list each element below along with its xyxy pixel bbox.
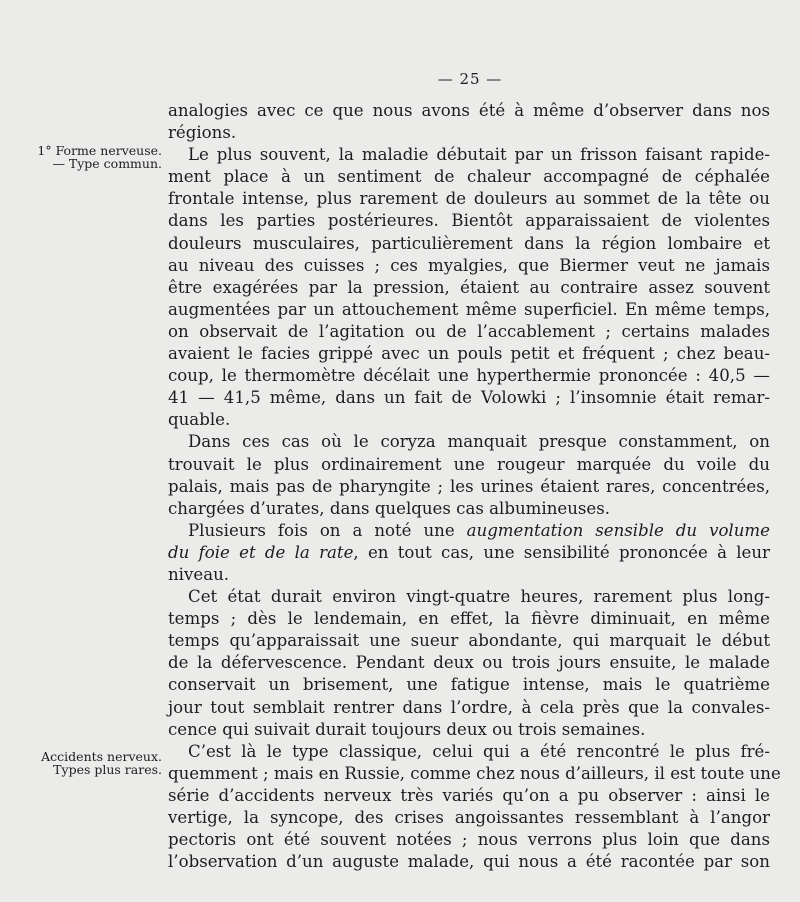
text-line: temps ; dès le lendemain, en effet, la fièvre diminuait, en même (168, 609, 770, 629)
text-line: on observait de l’agitation ou de l’accablement ; certains malades (168, 321, 770, 341)
italic-text-run: du foie et de la rate (168, 542, 354, 562)
text-line: frontale intense, plus rarement de douleurs au sommet de la tête ou (168, 189, 770, 209)
margin-note-line: Types plus rares. (53, 762, 162, 777)
text-line: augmentées par un attouchement même superficiel. En même temps, (168, 299, 770, 319)
margin-note-line: 1° Forme nerveuse. (37, 143, 162, 158)
text-line: quable. (168, 410, 231, 430)
text-line: analogies avec ce que nous avons été à même d’observer dans nos (168, 101, 770, 120)
margin-note-accidents-nerveux (4, 750, 162, 776)
text-line: série d’accidents nerveux très variés qu’on a pu observer : ainsi le (168, 785, 770, 805)
text-line: coup, le thermomètre décélait une hyperthermie prononcée : 40,5 — (168, 366, 770, 386)
text-line: C’est là le type classique, celui qui a été rencontré le plus fré- (188, 741, 770, 761)
text-line: douleurs musculaires, particulièrement dans la région lombaire et (168, 233, 770, 253)
text-line: Le plus souvent, la maladie débutait par un frisson faisant rapide- (188, 145, 770, 165)
text-run: , en tout cas, une sensibilité prononcée à leur (353, 542, 770, 562)
margin-note-forme-nerveuse (4, 144, 162, 170)
paragraph-type-commun (168, 144, 770, 431)
text-line: cence qui suivait durait toujours deux ou trois semaines. (168, 719, 646, 739)
text-line: trouvait le plus ordinairement une rougeur marquée du voile du (168, 454, 770, 474)
paragraph-coryza (168, 431, 770, 519)
paragraph-duree (168, 586, 770, 741)
text-line: Cet état durait environ vingt-quatre heures, rarement plus long- (188, 587, 770, 607)
page-number: — 25 — (437, 70, 503, 88)
text-line: Dans ces cas où le coryza manquait presque constamment, on (188, 432, 770, 452)
paragraph-continuation (168, 100, 770, 144)
text-line: palais, mais pas de pharyngite ; les urines étaient rares, concentrées, (168, 476, 770, 496)
text-line: pectoris ont été souvent notées ; nous verrons plus loin que dans (168, 830, 770, 850)
paragraph-accidents (168, 741, 781, 874)
margin-note-line: Accidents nerveux. (41, 749, 162, 764)
text-line: de la défervescence. Pendant deux ou trois jours ensuite, le malade (168, 653, 770, 673)
text-line: régions. (168, 123, 237, 143)
text-line: dans les parties postérieures. Bientôt apparaissaient de violentes (168, 211, 770, 231)
text-line: niveau. (168, 564, 230, 584)
text-line: l’observation d’un auguste malade, qui nous a été racontée par son (168, 852, 770, 872)
text-line (168, 520, 770, 542)
text-line: conservait un brisement, une fatigue intense, mais le quatrième (168, 675, 770, 695)
text-line: ment place à un sentiment de chaleur accompagné de céphalée (168, 167, 770, 187)
text-line: temps qu’apparaissait une sueur abondante, qui marquait le début (168, 631, 770, 651)
italic-text-run: augmentation sensible du volume (466, 520, 770, 540)
text-line (168, 542, 770, 564)
body-text (168, 100, 781, 873)
text-line: être exagérées par la pression, étaient au contraire assez souvent (168, 277, 770, 297)
text-run: Plusieurs fois on a noté une (188, 520, 467, 540)
text-line: jour tout semblait rentrer dans l’ordre, à cela près que la convales- (168, 697, 770, 717)
text-line: 41 — 41,5 même, dans un fait de Volowki ; l’insomnie était remar- (168, 388, 770, 408)
margin-note-line: — Type commun. (52, 156, 162, 171)
text-line: vertige, la syncope, des crises angoissantes ressemblant à l’angor (168, 808, 770, 827)
text-line: chargées d’urates, dans quelques cas albumineuses. (168, 498, 611, 518)
text-line: avaient le facies grippé avec un pouls petit et fréquent ; chez beau- (168, 344, 770, 364)
paragraph-foie-rate (168, 520, 770, 586)
text-line: quemment ; mais en Russie, comme chez nous d’ailleurs, il est toute une (168, 763, 781, 783)
text-line: au niveau des cuisses ; ces myalgies, que Biermer veut ne jamais (168, 255, 770, 275)
